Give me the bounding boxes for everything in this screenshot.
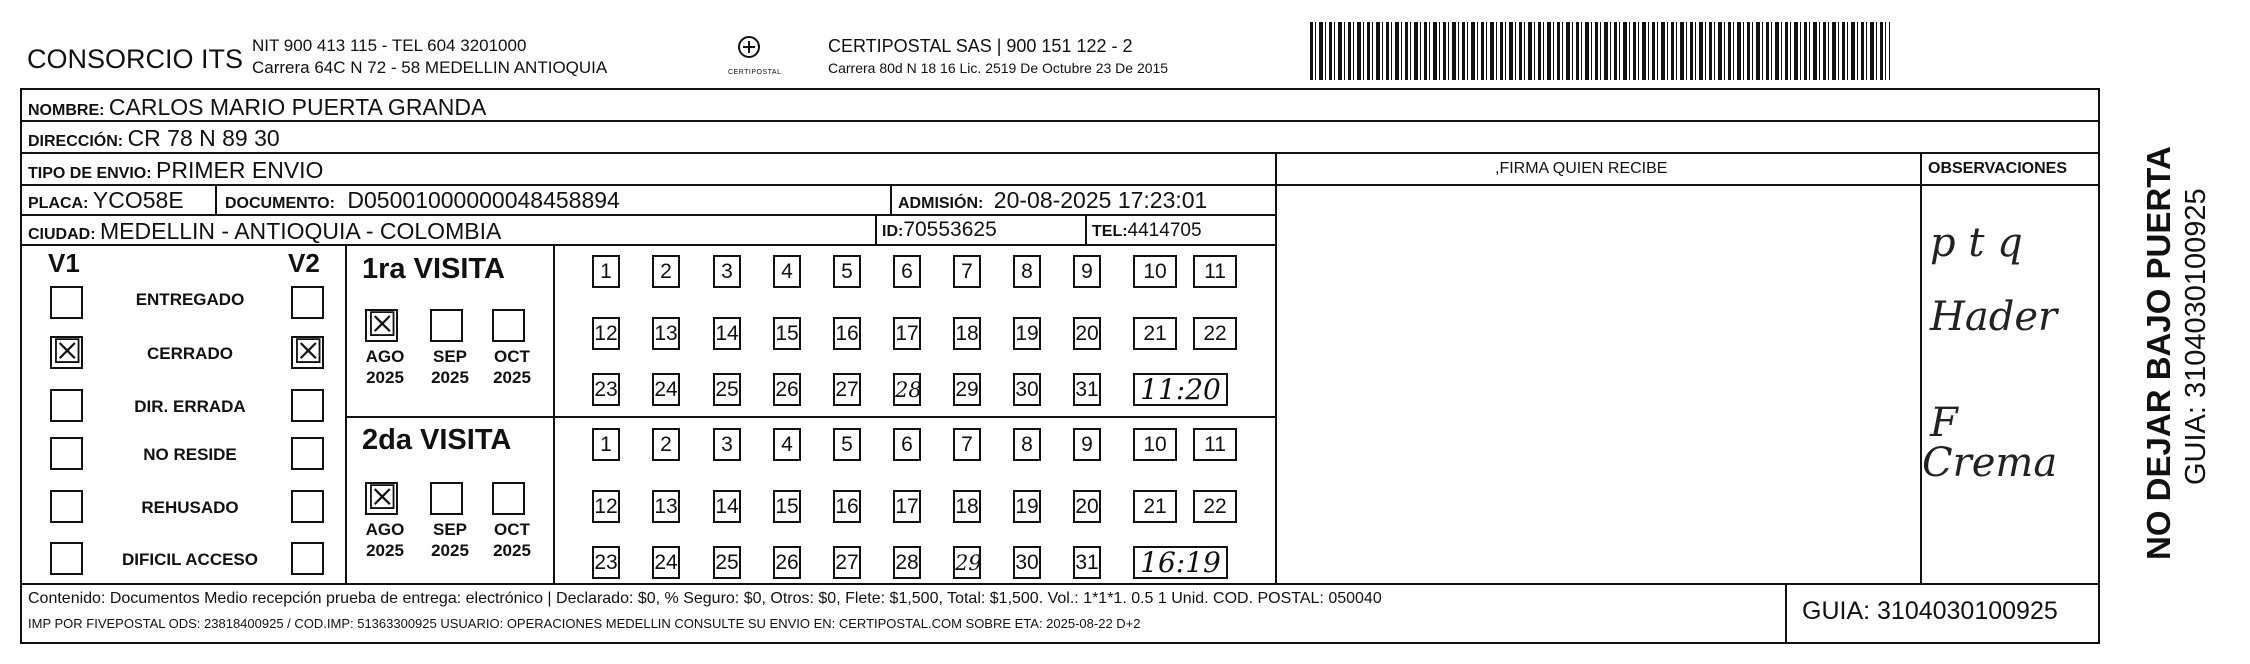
v1-checkbox[interactable] [50,490,83,523]
obs-line-1: p t q [1930,220,2023,266]
ciudad-value: MEDELLIN - ANTIOQUIA - COLOMBIA [100,218,502,244]
day-box[interactable]: 30 [1013,373,1041,406]
side-warning: NO DEJAR BAJO PUERTA [2140,146,2177,560]
nombre-label: NOMBRE: [28,102,105,119]
v1-checkbox[interactable] [50,389,83,422]
admision-row [898,187,1207,214]
status-label: DIFICIL ACCESO [121,550,258,569]
month-checkbox[interactable] [430,482,463,515]
day-box[interactable]: 1 [592,255,620,288]
day-box[interactable]: 21 [1133,490,1177,523]
month-label: AGO [365,347,405,366]
day-box[interactable]: 11 [1193,428,1237,461]
month-label: AGO [365,520,405,539]
placa-label: PLACA: [28,195,89,212]
month-checkbox[interactable] [492,482,525,515]
v2-checkbox[interactable] [291,437,324,470]
v1-checkbox[interactable] [50,542,83,575]
time-box[interactable]: 16:19 [1133,546,1228,579]
time-box[interactable]: 11:20 [1133,373,1228,406]
side-guia: GUIA: 3104030100925 [2180,188,2212,485]
day-box[interactable]: 29 [953,373,981,406]
id-row [882,218,997,242]
day-box[interactable]: 2 [652,428,680,461]
day-box[interactable]: 17 [893,317,921,350]
company-name: CONSORCIO ITS [27,44,244,74]
v2-checkbox[interactable]: ☒ [293,333,324,371]
day-box[interactable]: 10 [1133,428,1177,461]
status-label: ENTREGADO [135,290,245,309]
day-box[interactable]: 11 [1193,255,1237,288]
day-box[interactable]: 27 [833,546,861,579]
direccion-row [28,125,280,152]
day-box[interactable]: 1 [592,428,620,461]
observaciones-label: OBSERVACIONES [1928,160,2067,177]
day-box[interactable]: 22 [1193,317,1237,350]
logo-text: CERTIPOSTAL [728,69,782,76]
year-label: 2025 [366,541,404,560]
v2-checkbox[interactable] [291,490,324,523]
day-box[interactable]: 24 [652,546,680,579]
tel-value: 4414705 [1127,220,1202,241]
year-label: 2025 [431,368,469,387]
status-label: NO RESIDE [143,445,237,464]
day-box[interactable]: 7 [953,428,981,461]
barcode [1310,22,1890,80]
month-checkbox[interactable] [492,309,525,342]
day-box[interactable]: 26 [773,546,801,579]
day-box[interactable]: 28 [893,546,921,579]
day-box[interactable]: 5 [833,255,861,288]
day-box[interactable]: 9 [1073,255,1101,288]
documento-label: DOCUMENTO: [225,195,335,212]
day-box[interactable]: 30 [1013,546,1041,579]
placa-value: YCO58E [92,187,184,213]
status-label: DIR. ERRADA [134,397,246,416]
month-label: SEP [432,520,468,539]
obs-line-2: Hader [1930,294,2058,340]
day-box[interactable]: 14 [713,317,741,350]
day-box[interactable]: 31 [1073,546,1101,579]
firma-label: ,FIRMA QUIEN RECIBE [1495,160,1668,177]
day-box[interactable]: 19 [1013,317,1041,350]
day-box[interactable]: 20 [1073,490,1101,523]
direccion-value: CR 78 N 89 30 [127,125,280,151]
footer-contenido: Contenido: Documentos Medio recepción prueba de entrega: electrónico | Declarado: $0, % Seguro: $0, Otros: $0, Flete: $1,500, Total: $1,500. Vol.: 1*1*1. 0.5 1 Unid. COD. POSTAL: 050040 [28,590,1382,607]
company-address: Carrera 64C N 72 - 58 MEDELLIN ANTIOQUIA [252,58,608,77]
month-checkbox[interactable]: ☒ [367,306,398,344]
nombre-value: CARLOS MARIO PUERTA GRANDA [108,94,487,120]
v2-label: V2 [288,248,320,278]
month-label: OCT [494,520,530,539]
day-box[interactable]: 26 [773,373,801,406]
day-box[interactable]: 14 [713,490,741,523]
ciudad-row [28,218,501,245]
month-checkbox[interactable] [430,309,463,342]
day-box-marked[interactable]: 28 [893,373,921,406]
day-box[interactable]: 4 [773,428,801,461]
day-box[interactable]: 3 [713,428,741,461]
placa-row [28,187,184,214]
day-box[interactable]: 27 [833,373,861,406]
v1-label: V1 [48,248,80,278]
year-label: 2025 [366,368,404,387]
v1-checkbox[interactable]: ☒ [52,333,83,371]
day-box[interactable]: 24 [652,373,680,406]
v2-checkbox[interactable] [291,389,324,422]
documento-value: D05001000000048458894 [347,187,620,213]
day-box[interactable]: 6 [893,255,921,288]
visit1-title: 1ra VISITA [362,253,505,285]
day-box[interactable]: 18 [953,490,981,523]
day-box[interactable]: 15 [773,317,801,350]
v1-checkbox[interactable] [50,286,83,319]
year-label: 2025 [431,541,469,560]
certipostal-logo [728,34,782,80]
obs-line-4: Crema [1922,440,2058,486]
month-label: OCT [494,347,530,366]
direccion-label: DIRECCIÓN: [28,133,124,150]
day-box[interactable]: 3 [713,255,741,288]
id-value: 70553625 [903,218,997,241]
day-box[interactable]: 17 [893,490,921,523]
day-box[interactable]: 7 [953,255,981,288]
year-label: 2025 [493,541,531,560]
day-box[interactable]: 19 [1013,490,1041,523]
day-box[interactable]: 5 [833,428,861,461]
day-box[interactable]: 20 [1073,317,1101,350]
tipo-label: TIPO DE ENVIO: [28,165,152,182]
status-label: CERRADO [147,344,233,363]
day-box[interactable]: 2 [652,255,680,288]
shipping-form [20,88,2100,644]
day-box[interactable]: 9 [1073,428,1101,461]
certipostal-address: Carrera 80d N 18 16 Lic. 2519 De Octubre 23 De 2015 [828,60,1169,76]
v2-checkbox[interactable] [291,542,324,575]
tipo-row [28,157,323,184]
nombre-row [28,94,486,121]
admision-label: ADMISIÓN: [898,195,984,212]
day-box[interactable]: 4 [773,255,801,288]
day-box-marked[interactable]: 29 [953,546,981,579]
day-box[interactable]: 10 [1133,255,1177,288]
day-box[interactable]: 8 [1013,428,1041,461]
admision-value: 20-08-2025 17:23:01 [993,187,1208,213]
tel-label: TEL: [1092,223,1128,240]
day-box[interactable]: 8 [1013,255,1041,288]
day-box[interactable]: 12 [592,317,620,350]
documento-row [225,187,620,214]
day-box[interactable]: 18 [953,317,981,350]
month-label: SEP [432,347,468,366]
day-box[interactable]: 25 [713,373,741,406]
ciudad-label: CIUDAD: [28,226,96,243]
footer-guia: GUIA: 3104030100925 [1802,597,2058,625]
day-box[interactable]: 6 [893,428,921,461]
day-box[interactable]: 13 [652,490,680,523]
v1-checkbox[interactable] [50,437,83,470]
status-label: REHUSADO [141,498,239,517]
v2-checkbox[interactable] [291,286,324,319]
obs-line-3: F [1930,400,1958,446]
day-box[interactable]: 25 [713,546,741,579]
id-label: ID: [882,223,904,240]
month-checkbox[interactable]: ☒ [367,479,398,517]
certipostal-line: CERTIPOSTAL SAS | 900 151 122 - 2 [828,36,1133,56]
day-box[interactable]: 15 [773,490,801,523]
day-box[interactable]: 16 [833,490,861,523]
visit2-title: 2da VISITA [362,424,512,456]
tipo-value: PRIMER ENVIO [156,157,324,183]
tel-row [1092,220,1202,242]
day-box[interactable]: 22 [1193,490,1237,523]
company-nit: NIT 900 413 115 - TEL 604 3201000 [252,36,527,55]
footer-imp: IMP POR FIVEPOSTAL ODS: 23818400925 / COD.IMP: 51363300925 USUARIO: OPERACIONES MEDELLIN CONSULTE SU ENVIO EN: CERTIPOSTAL.COM SOBRE ETA: 2025-08-22 D+2 [28,616,1141,631]
day-box[interactable]: 21 [1133,317,1177,350]
day-box[interactable]: 23 [592,373,620,406]
day-box[interactable]: 31 [1073,373,1101,406]
year-label: 2025 [493,368,531,387]
day-box[interactable]: 16 [833,317,861,350]
day-box[interactable]: 13 [652,317,680,350]
day-box[interactable]: 23 [592,546,620,579]
logo-icon [728,34,770,64]
day-box[interactable]: 12 [592,490,620,523]
